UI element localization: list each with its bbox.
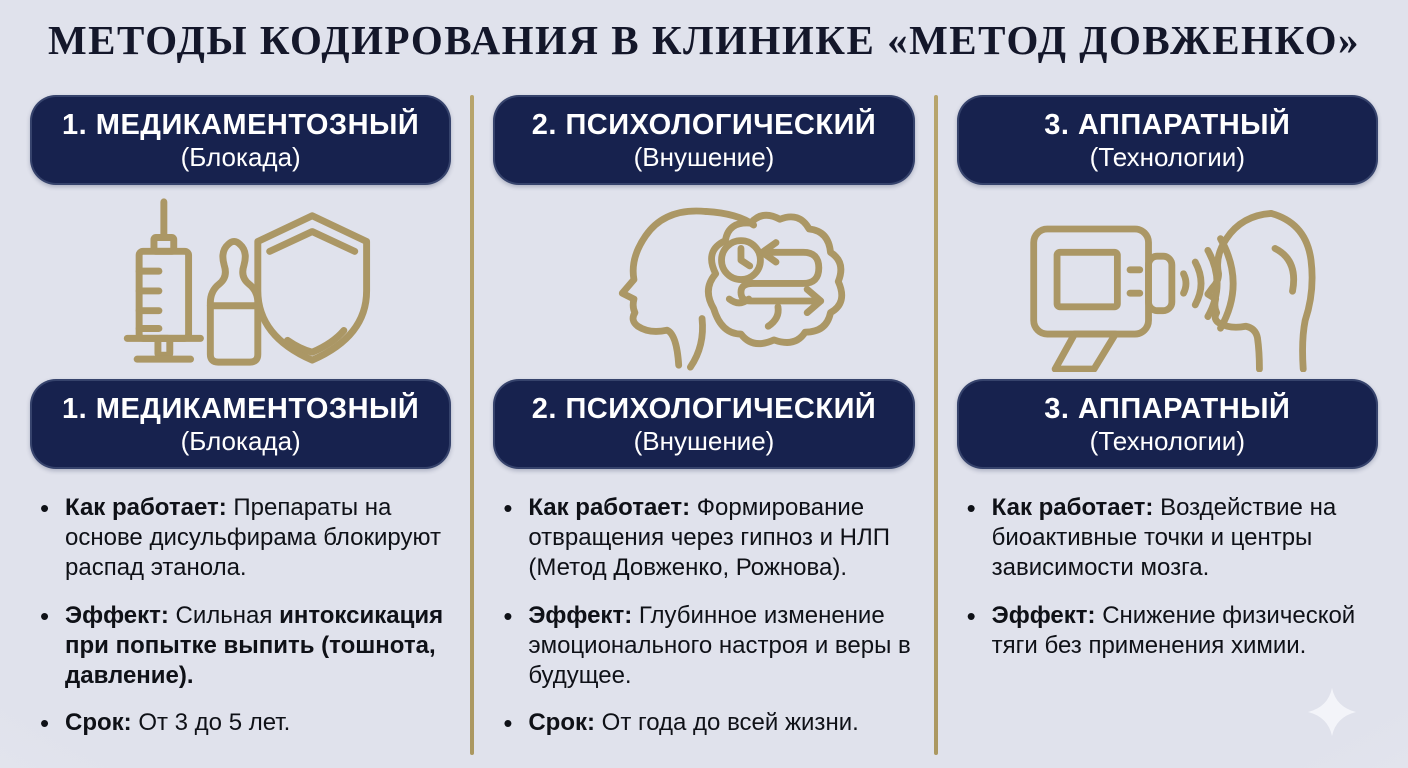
method-2-title-repeat: 2. ПСИХОЛОГИЧЕСКИЙ xyxy=(531,393,877,426)
bullet-label: Как работает: xyxy=(991,494,1154,521)
list-item xyxy=(38,493,449,584)
method-1-header-bottom xyxy=(30,379,451,469)
bullet-text: Препараты на основе дисульфирама блокируют распад этанола. xyxy=(65,494,441,582)
method-3-icon-area xyxy=(957,185,1378,379)
method-1-header-top xyxy=(30,95,451,185)
list-item xyxy=(501,493,912,584)
method-2-header-top xyxy=(493,95,914,185)
bullet-label: Как работает: xyxy=(528,494,691,521)
method-3-subtitle: (Технологии) xyxy=(1089,141,1245,172)
method-1-title: 1. МЕДИКАМЕНТОЗНЫЙ xyxy=(62,109,420,142)
column-divider xyxy=(470,95,474,755)
column-divider xyxy=(934,95,938,755)
list-item xyxy=(38,601,449,692)
list-item xyxy=(965,601,1376,661)
method-1-subtitle-repeat: (Блокада) xyxy=(180,425,301,456)
page-title: МЕТОДЫ КОДИРОВАНИЯ В КЛИНИКЕ «МЕТОД ДОВЖЕНКО» xyxy=(47,17,1361,63)
bullet-bold-text: интоксикация при попытке выпить (тошнота, давление). xyxy=(65,601,444,690)
list-item xyxy=(965,493,1376,584)
list-item xyxy=(501,601,912,692)
methods-board xyxy=(30,95,1378,756)
method-1-details xyxy=(30,493,451,756)
bullet-text: Глубинное изменение эмоционального настроя и веры в будущее. xyxy=(528,601,911,690)
device-waves-head-icon xyxy=(1013,192,1321,372)
bullet-label: Эффект: xyxy=(991,601,1096,629)
method-1-title-repeat: 1. МЕДИКАМЕНТОЗНЫЙ xyxy=(62,393,420,426)
method-1-subtitle: (Блокада) xyxy=(180,141,301,172)
head-brain-clock-icon xyxy=(554,192,854,372)
bullet-text: От 3 до 5 лет. xyxy=(138,709,291,737)
column-psychological xyxy=(493,95,914,756)
bullet-label: Срок: xyxy=(528,709,595,737)
method-3-title-repeat: 3. АППАРАТНЫЙ xyxy=(1044,393,1291,426)
bullet-text: Воздействие на биоактивные точки и центры зависимости мозга. xyxy=(991,494,1337,582)
method-2-details xyxy=(493,493,914,756)
bullet-text: Снижение физической тяги без применения химии. xyxy=(991,601,1356,659)
bullet-text: От года до всей жизни. xyxy=(601,709,859,737)
method-2-subtitle-repeat: (Внушение) xyxy=(633,425,775,456)
method-2-icon-area xyxy=(493,185,914,379)
bullet-text: Сильная xyxy=(175,601,273,629)
bullet-label: Срок: xyxy=(65,709,132,737)
method-1-icon-area xyxy=(30,185,451,379)
method-2-title: 2. ПСИХОЛОГИЧЕСКИЙ xyxy=(531,109,877,142)
bullet-text: Формирование отвращения через гипноз и НЛП (Метод Довженко, Рожнова). xyxy=(528,494,890,582)
bullet-label: Эффект: xyxy=(65,601,169,629)
bullet-label: Как работает: xyxy=(65,494,227,521)
method-3-header-bottom xyxy=(957,379,1378,469)
method-3-title: 3. АППАРАТНЫЙ xyxy=(1044,109,1291,142)
syringe-ampoule-shield-icon xyxy=(107,192,375,372)
sparkle-icon xyxy=(1308,688,1356,736)
column-medication xyxy=(30,95,451,756)
column-apparatus xyxy=(957,95,1378,756)
method-3-header-top xyxy=(957,95,1378,185)
method-2-header-bottom xyxy=(493,379,914,469)
method-3-details xyxy=(957,493,1378,678)
method-3-subtitle-repeat: (Технологии) xyxy=(1089,425,1245,456)
method-2-subtitle: (Внушение) xyxy=(633,141,775,172)
bullet-label: Эффект: xyxy=(528,601,633,629)
list-item xyxy=(38,708,449,738)
list-item xyxy=(501,708,912,738)
